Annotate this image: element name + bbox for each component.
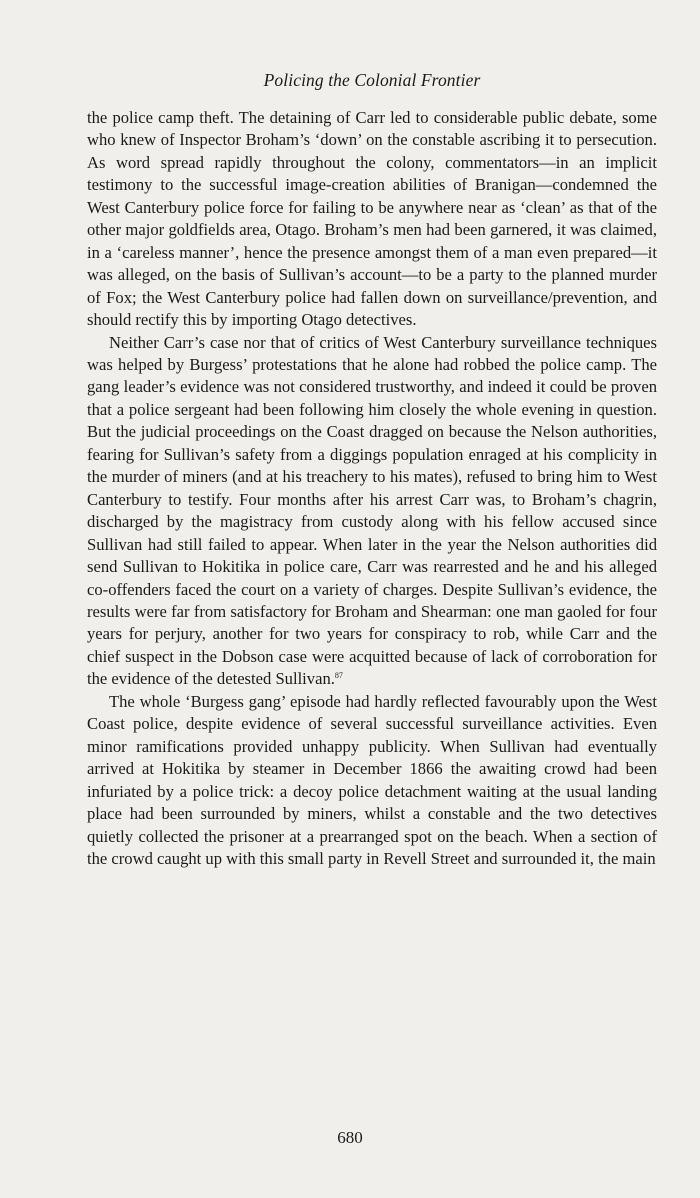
running-head: Policing the Colonial Frontier [263,70,481,90]
paragraph [87,691,657,871]
paragraph [87,332,657,691]
paragraph-text: Neither Carr’s case nor that of critics of West Canterbury surveillance techniques was helped by Burgess’ protestations that he alone had robbed the police camp. The gang leader’s evidence was not considered trustworthy, and indeed it could be proven that a police sergeant had been following him closely the whole evening in question. But the judicial proceedings on the Coast dragged on because the Nelson authorities, fearing for Sullivan’s safety from a diggings population enraged at his complicity in the murder of miners (and at his treachery to his mates), refused to bring him to West Canterbury to testify. Four months after his arrest Carr was, to Broham’s chagrin, discharged by the magistracy from custody along with his fellow accused since Sullivan had still failed to appear. When later in the year the Nelson authorities did send Sullivan to Hokitika in police care, Carr was rearrested and he and his alleged co-offenders faced the court on a variety of charges. Despite Sullivan’s evidence, the results were far from satisfactory for Broham and Shearman: one man gaoled for four years for perjury, another for two years for conspiracy to rob, while Carr and the chief suspect in the Dobson case were acquitted because of lack of corroboration for the evidence of the detested Sullivan. [87,332,657,689]
page-number: 680 [337,1128,363,1147]
paragraph-text: The whole ‘Burgess gang’ episode had hardly reflected favourably upon the West Coast police, despite evidence of several successful surveillance activities. Even minor ramifications provided unhappy publicity. When Sullivan had eventually arrived at Hokitika by steamer in December 1866 the awaiting crowd had been infuriated by a police trick: a decoy police detachment waiting at the usual landing place had been surrounded by miners, whilst a constable and the two detectives quietly collected the prisoner at a prearranged spot on the beach. When a section of the crowd caught up with this small party in Revell Street and surrounded it, the main [87,691,657,868]
footnote-marker: 87 [334,671,343,681]
paragraph [87,107,657,332]
paragraph-text: the police camp theft. The detaining of Carr led to considerable public debate, some who knew of Inspector Broham’s ‘down’ on the constable ascribing it to persecution. As word spread rapidly throughout the colony, commentators—in an implicit testimony to the successful image-creation abilities of Branigan—condemned the West Canterbury police force for failing to be anywhere near as ‘clean’ as that of the other major goldfields area, Otago. Broham’s men had been garnered, it was claimed, in a ‘careless manner’, hence the presence amongst them of a man even prepared—it was alleged, on the basis of Sullivan’s account—to be a party to the planned murder of Fox; the West Canterbury police had fallen down on surveillance/prevention, and should rectify this by importing Otago detectives. [87,108,657,330]
body-text [87,107,657,870]
book-page [87,70,657,870]
